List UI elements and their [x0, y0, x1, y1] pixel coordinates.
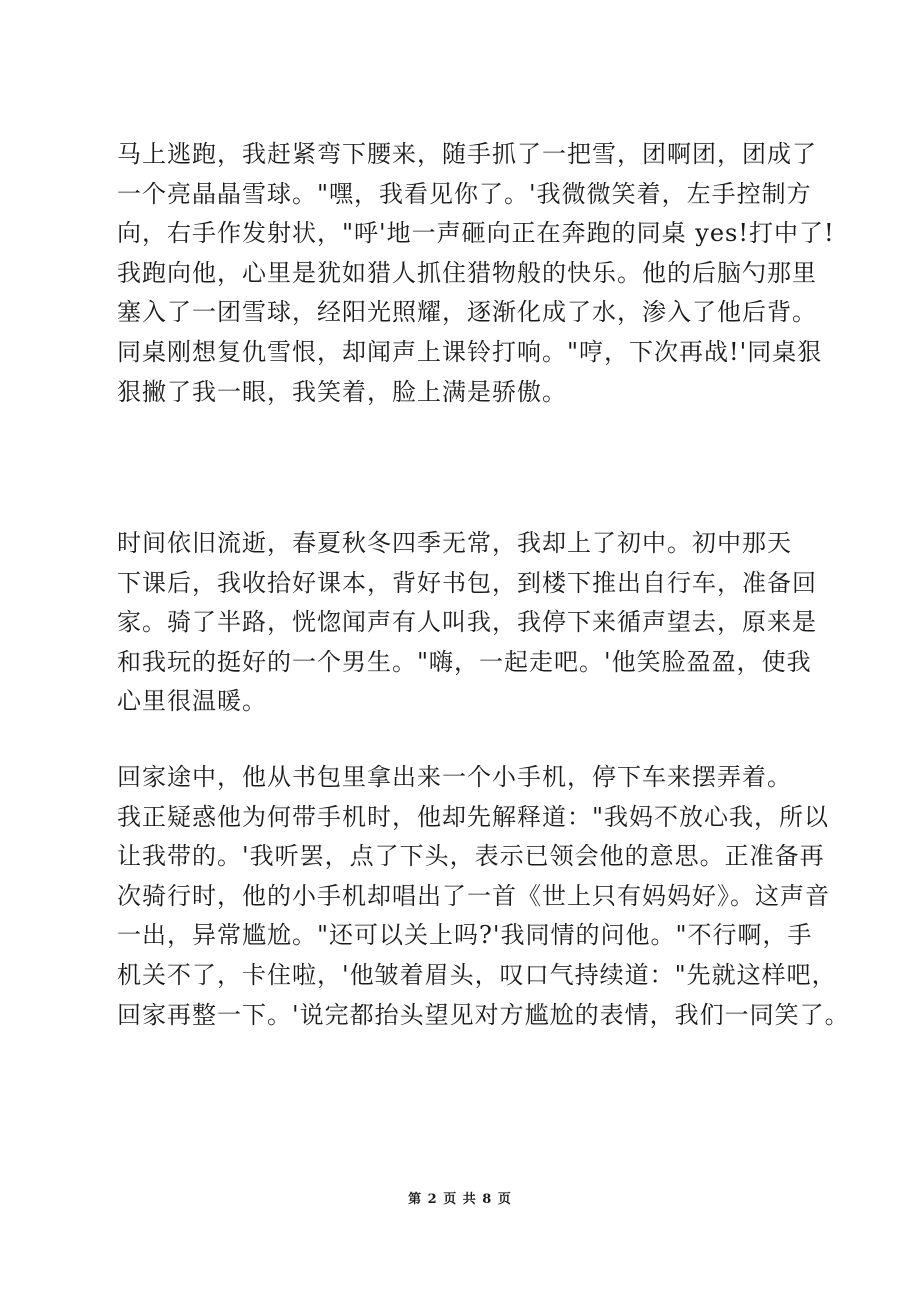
text-line: 时间依旧流逝，春夏秋冬四季无常，我却上了初中。初中那天 — [117, 529, 792, 557]
paragraph-3 — [117, 758, 850, 1035]
text-line: 心里很温暖。 — [117, 687, 267, 716]
text-line: 塞入了一团雪球，经阳光照耀，逐渐化成了水，渗入了他后背。 — [117, 298, 817, 327]
text-line: 和我玩的挺好的一个男生。"嗨，一起走吧。'他笑脸盈盈，使我 — [117, 647, 812, 676]
paragraph-1 — [117, 135, 835, 412]
text-line: 我跑向他，心里是犹如猎人抓住猎物般的快乐。他的后脑勺那里 — [117, 258, 817, 287]
text-line: 下课后，我收拾好课本，背好书包，到楼下推出自行车，准备回 — [117, 568, 817, 597]
text-line: 机关不了，卡住啦，'他皱着眉头，叹口气持续道："先就这样吧， — [117, 960, 837, 989]
text-line: 同桌刚想复仇雪恨，却闻声上课铃打响。"哼，下次再战!'同桌狠 — [117, 337, 823, 366]
text-line: 回家再整一下。'说完都抬头望见对方尴尬的表情，我们一同笑了。 — [117, 1000, 850, 1029]
paragraph-2 — [117, 524, 817, 722]
text-line: 我正疑惑他为何带手机时，他却先解释道："我妈不放心我，所以 — [117, 802, 830, 831]
text-line: 次骑行时，他的小手机却唱出了一首《世上只有妈妈好》。这声音 — [117, 881, 830, 910]
text-line: 一个亮晶晶雪球。"嘿，我看见你了。'我微微笑着，左手控制方 — [117, 179, 812, 208]
text-line: 马上逃跑，我赶紧弯下腰来，随手抓了一把雪，团啊团，团成了 — [117, 140, 817, 168]
text-line: 向，右手作发射状，"呼'地一声砸向正在奔跑的同桌 yes!打中了! — [117, 219, 835, 248]
page-footer — [0, 1188, 920, 1207]
text-line: 一出，异常尴尬。"还可以关上吗?'我同情的问他。"不行啊，手 — [117, 921, 813, 950]
text-line: 让我带的。'我听罢，点了下头，表示已领会他的意思。正准备再 — [117, 842, 825, 871]
page-number: 第 2 页 共 8 页 — [408, 1192, 512, 1207]
text-line: 家。骑了半路，恍惚闻声有人叫我，我停下来循声望去，原来是 — [117, 608, 817, 637]
text-line: 回家途中，他从书包里拿出来一个小手机，停下车来摆弄着。 — [117, 763, 792, 791]
text-line: 狠撇了我一眼，我笑着，脸上满是骄傲。 — [117, 377, 567, 406]
